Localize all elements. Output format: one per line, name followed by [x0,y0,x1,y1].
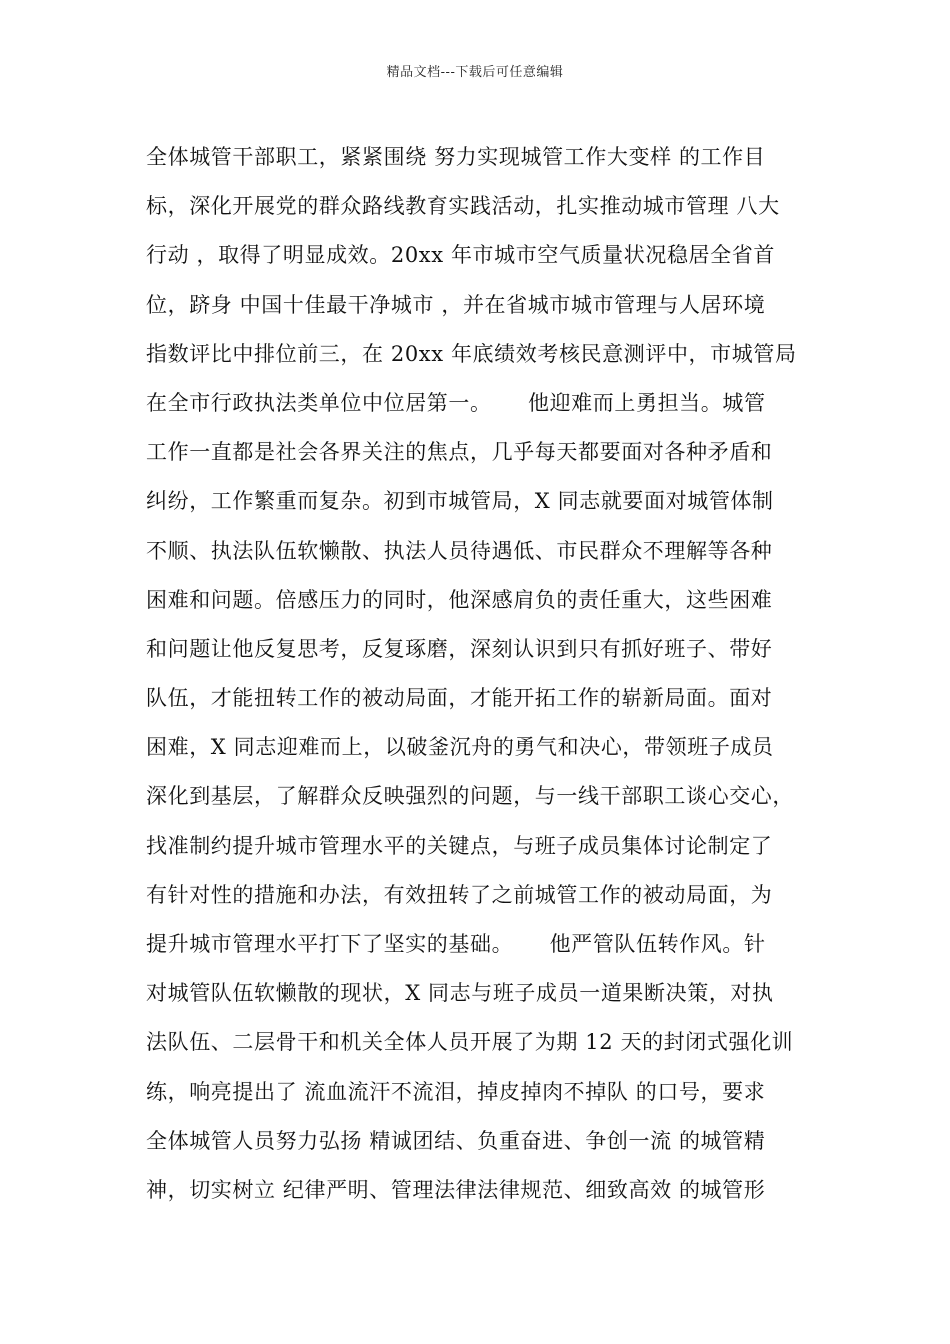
text-line: 练，响亮提出了 流血流汗不流泪，掉皮掉肉不掉队 的口号，要求 [146,1079,766,1104]
text-line: 深化到基层，了解群众反映强烈的问题，与一线干部职工谈心交心， [146,784,794,809]
text-line: 神，切实树立 纪律严明、管理法律法律规范、细致高效 的城管形 [146,1177,766,1202]
text-line: 全体城管人员努力弘扬 精诚团结、负重奋进、争创一流 的城管精 [146,1128,766,1153]
text-line: 标，深化开展党的群众路线教育实践活动，扎实推动城市管理 八大 [146,194,780,219]
text-line: 找准制约提升城市管理水平的关键点，与班子成员集体讨论制定了 [146,833,773,858]
text-line: 工作一直都是社会各界关注的焦点，几乎每天都要面对各种矛盾和 [146,440,773,465]
text-line: 和问题让他反复思考，反复琢磨，深刻认识到只有抓好班子、带好 [146,636,773,661]
text-line: 纠纷，工作繁重而复杂。初到市城管局，X 同志就要面对城管体制 [146,489,774,514]
text-line: 位，跻身 中国十佳最干净城市 ，并在省城市城市管理与人居环境 [146,292,766,317]
page-header: 精品文档---下载后可任意编辑 [386,65,564,80]
text-line: 对城管队伍软懒散的现状，X 同志与班子成员一道果断决策，对执 [146,981,774,1006]
text-line: 法队伍、二层骨干和机关全体人员开展了为期 12 天的封闭式强化训 [146,1030,794,1055]
text-line: 有针对性的措施和办法，有效扭转了之前城管工作的被动局面，为 [146,882,773,907]
text-line: 提升城市管理水平打下了坚实的基础。 他严管队伍转作风。针 [146,932,766,956]
text-line: 全体城管干部职工，紧紧围绕 努力实现城管工作大变样 的工作目 [146,145,766,169]
text-line: 指数评比中排位前三，在 20xx 年底绩效考核民意测评中，市城管局 [146,341,797,366]
text-line: 困难，X 同志迎难而上，以破釜沉舟的勇气和决心，带领班子成员 [146,735,774,760]
text-line: 在全市行政执法类单位中位居第一。 他迎难而上勇担当。城管 [146,390,766,415]
body-text [146,133,816,1215]
text-line: 行动 ，取得了明显成效。20xx 年市城市空气质量状况稳居全省首 [146,243,775,268]
text-line: 困难和问题。倍感压力的同时，他深感肩负的责任重大，这些困难 [146,587,773,612]
text-line: 不顺、执法队伍软懒散、执法人员待遇低、市民群众不理解等各种 [146,538,773,563]
text-line: 队伍，才能扭转工作的被动局面，才能开拓工作的崭新局面。面对 [146,686,773,711]
